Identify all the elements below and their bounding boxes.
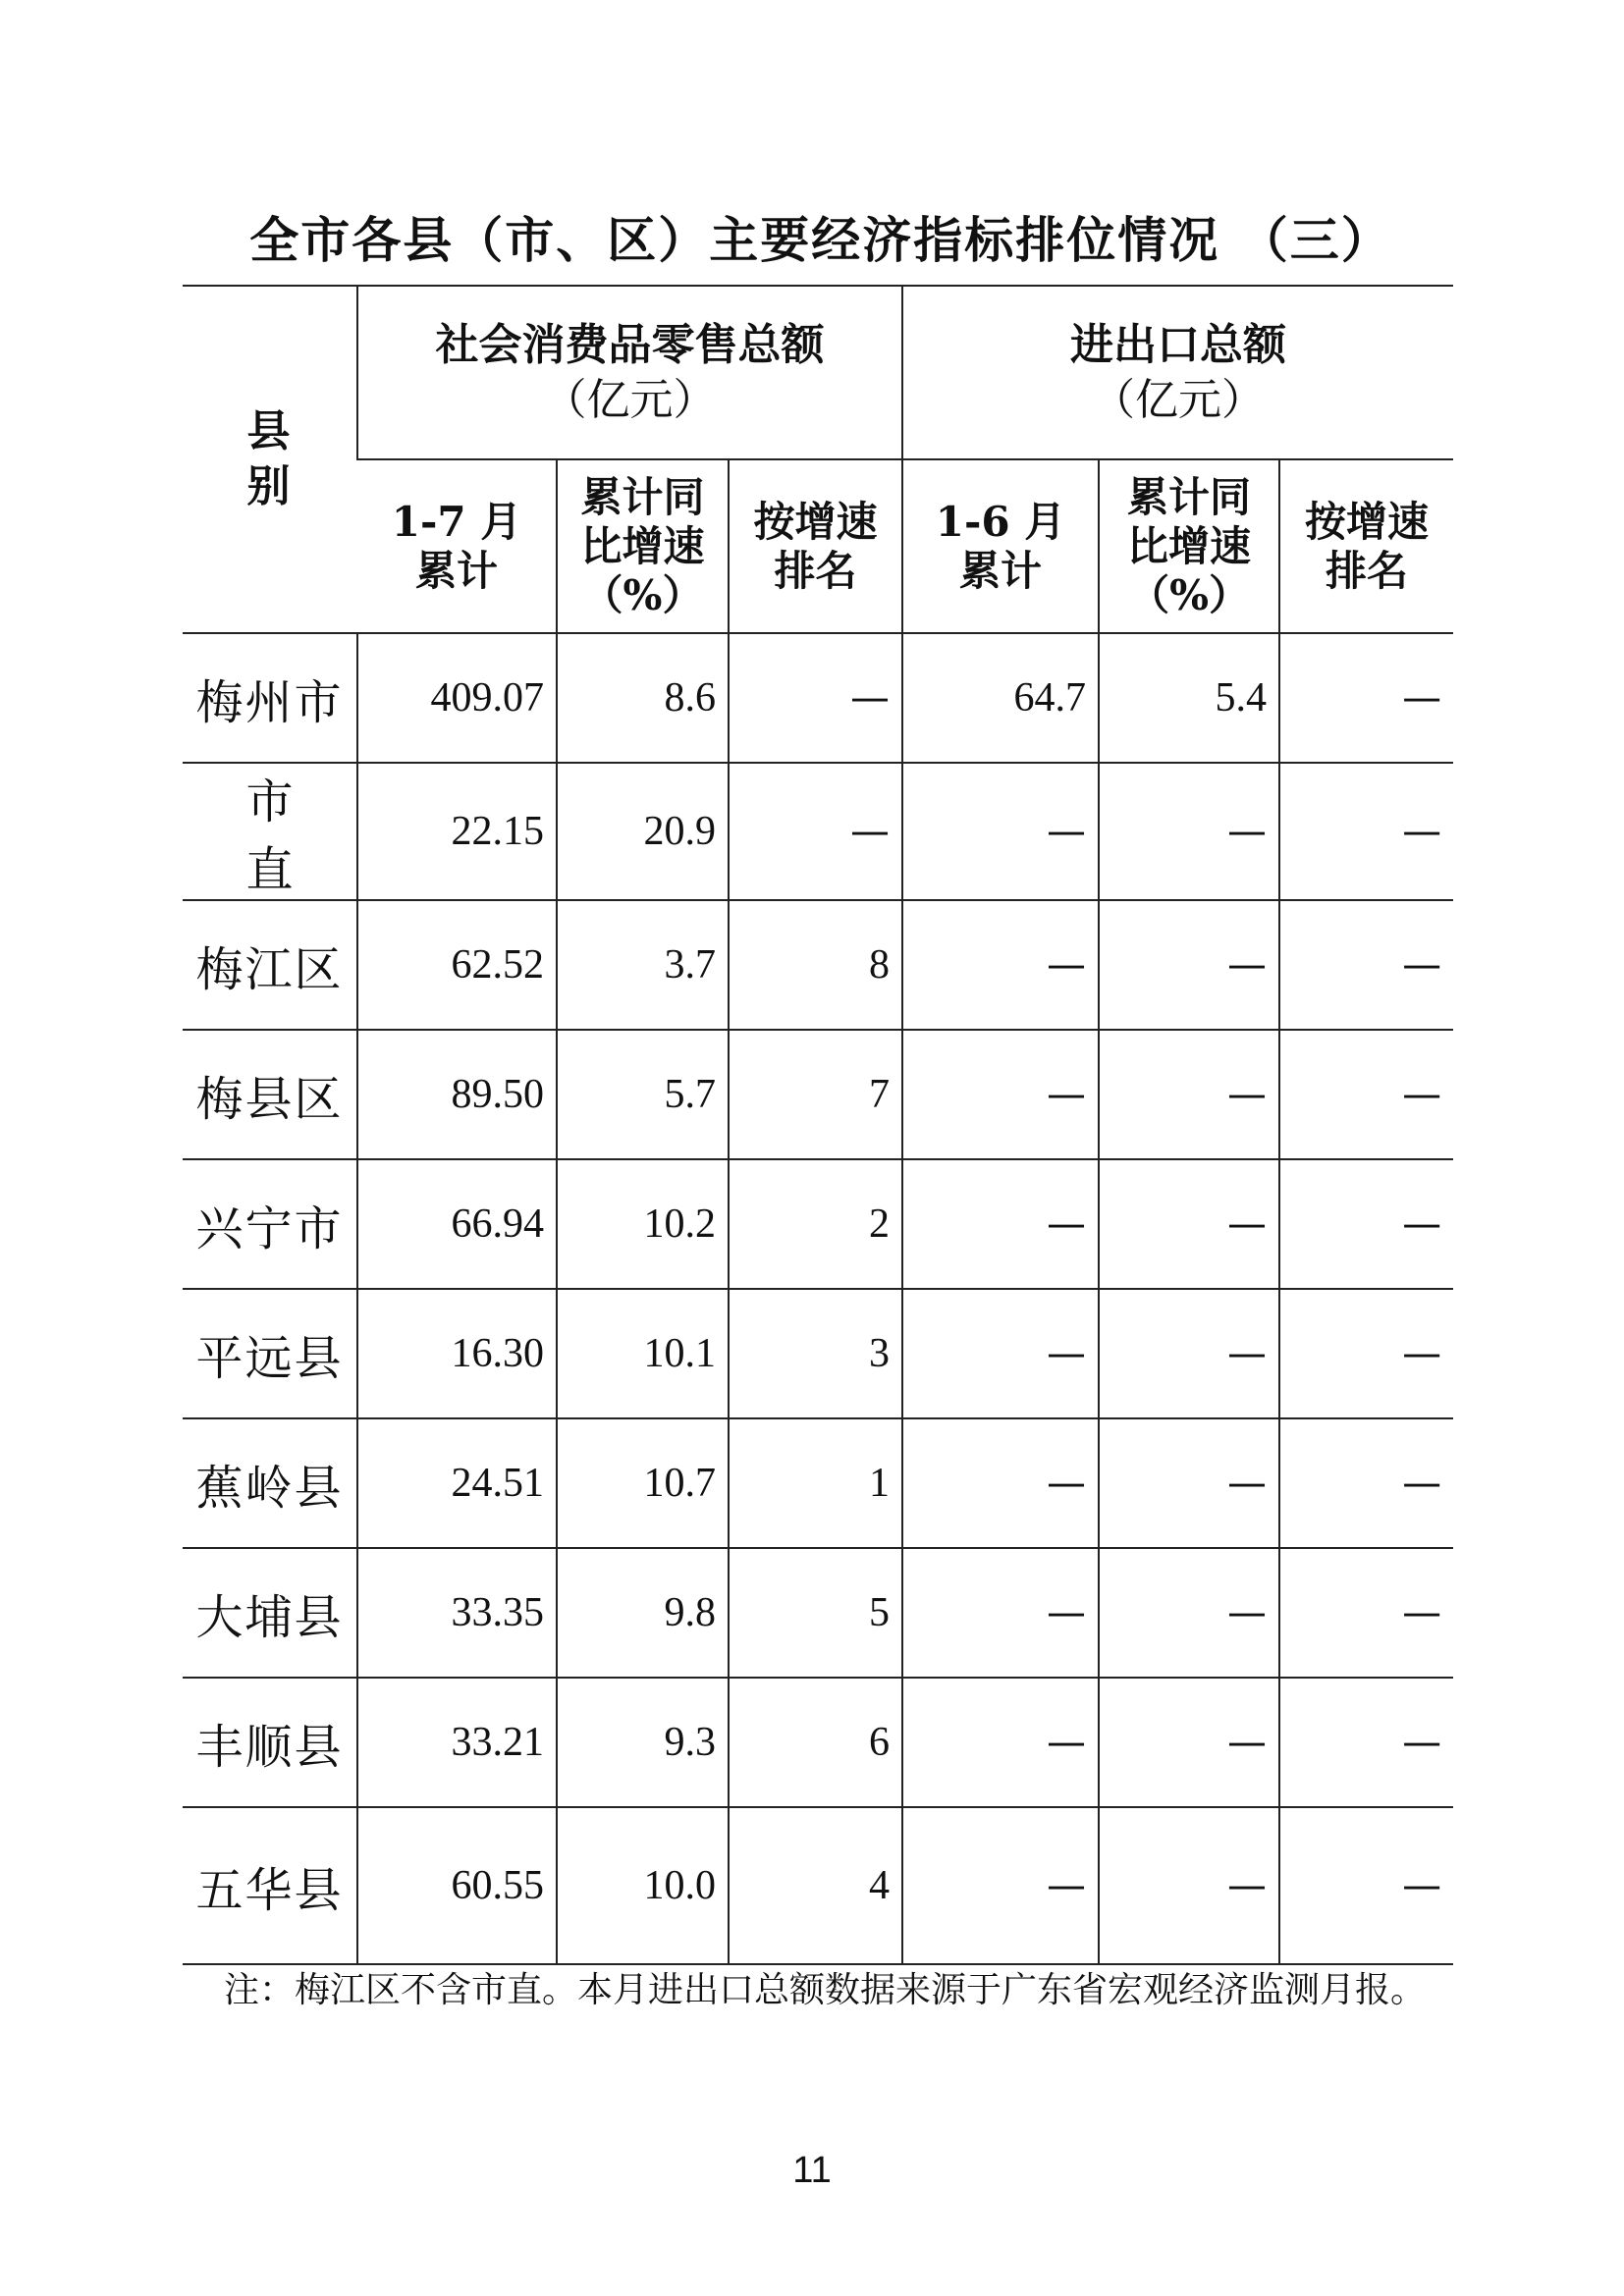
table-row [183,1548,1453,1678]
county-name: 梅州市 [183,633,357,763]
cell-retail-growth: 8.6 [557,633,729,763]
retail-growth-header: 累计同 比增速 （%） [557,459,729,633]
county-name: 市直 [183,763,357,900]
county-name: 兴宁市 [183,1159,357,1289]
cell-retail-growth: 9.3 [557,1678,729,1807]
county-name: 五华县 [195,1862,344,1918]
table-row [183,1807,1453,1964]
table-row [183,763,1453,900]
cell-retail-rank: 1 [729,1418,902,1548]
cell-trade-rank: — [1279,900,1453,1030]
cell-retail-growth: 5.7 [557,1030,729,1159]
county-header: 县 别 [183,286,357,633]
cell-trade-total: — [902,900,1099,1030]
cell-trade-total: — [902,1807,1099,1964]
table-row [183,1418,1453,1548]
cell-retail-total: 60.55 [357,1807,557,1964]
cell-trade-rank: — [1279,1030,1453,1159]
cell-trade-total: — [902,763,1099,900]
cell-retail-rank: — [729,633,902,763]
cell-retail-growth: 10.0 [557,1807,729,1964]
cell-retail-total: 33.35 [357,1548,557,1678]
cell-retail-growth: 20.9 [557,763,729,900]
cell-retail-rank: 6 [729,1678,902,1807]
table-row [183,1159,1453,1289]
cell-retail-total: 16.30 [357,1289,557,1418]
cell-trade-growth: — [1099,1807,1279,1964]
cell-retail-rank: 8 [729,900,902,1030]
trade-total-header: 1-6 月 累计 [902,459,1099,633]
cell-trade-growth: — [1099,1418,1279,1548]
cell-trade-rank: — [1279,633,1453,763]
cell-trade-total: — [902,1159,1099,1289]
cell-trade-growth: — [1099,1678,1279,1807]
cell-retail-rank: — [729,763,902,900]
cell-trade-growth: — [1099,1548,1279,1678]
cell-retail-rank: 7 [729,1030,902,1159]
cell-retail-growth: 10.2 [557,1159,729,1289]
cell-trade-growth: — [1099,1030,1279,1159]
retail-total-header: 1-7 月 累计 [357,459,557,633]
cell-trade-rank: — [1279,1807,1453,1964]
cell-retail-rank: 5 [729,1548,902,1678]
county-name: 梅江区 [183,900,357,1030]
cell-retail-rank: 4 [729,1807,902,1964]
page-number: 11 [792,2150,832,2191]
cell-trade-growth: — [1099,1159,1279,1289]
county-name: 梅县区 [183,1030,357,1159]
retail-rank-header: 按增速 排名 [729,459,902,633]
cell-retail-rank: 3 [729,1289,902,1418]
cell-trade-rank: — [1279,1418,1453,1548]
cell-retail-total: 33.21 [357,1678,557,1807]
table-row [183,900,1453,1030]
cell-trade-growth: — [1099,1289,1279,1418]
cell-trade-rank: — [1279,1678,1453,1807]
cell-retail-rank: 2 [729,1159,902,1289]
cell-trade-rank: — [1279,1548,1453,1678]
cell-trade-total: — [902,1030,1099,1159]
cell-retail-growth: 10.1 [557,1289,729,1418]
cell-retail-total: 22.15 [357,763,557,900]
indicator-table [183,285,1453,1965]
cell-trade-growth: — [1099,763,1279,900]
cell-trade-total: — [902,1678,1099,1807]
cell-trade-total: 64.7 [902,633,1099,763]
cell-retail-total: 89.50 [357,1030,557,1159]
trade-group-header: 进出口总额 （亿元） [902,286,1453,459]
cell-retail-growth: 3.7 [557,900,729,1030]
cell-trade-rank: — [1279,1289,1453,1418]
cell-retail-total: 66.94 [357,1159,557,1289]
retail-group-header: 社会消费品零售总额 （亿元） [357,286,902,459]
table-row [183,1289,1453,1418]
county-name: 大埔县 [183,1548,357,1678]
county-name: 蕉岭县 [183,1418,357,1548]
page-title: 全市各县（市、区）主要经济指标排位情况 （三） [249,211,1392,269]
cell-retail-total: 24.51 [357,1418,557,1548]
trade-rank-header: 按增速 排名 [1279,459,1453,633]
cell-trade-rank: — [1279,1159,1453,1289]
trade-growth-header: 累计同 比增速 （%） [1099,459,1279,633]
county-name: 平远县 [183,1289,357,1418]
cell-trade-total: — [902,1548,1099,1678]
cell-trade-rank: — [1279,763,1453,900]
cell-retail-total: 62.52 [357,900,557,1030]
cell-retail-growth: 10.7 [557,1418,729,1548]
county-name: 丰顺县 [183,1678,357,1807]
cell-retail-growth: 9.8 [557,1548,729,1678]
cell-trade-total: — [902,1418,1099,1548]
footnote: 注：梅江区不含市直。本月进出口总额数据来源于广东省宏观经济监测月报。 [224,1970,1427,2010]
table-row [183,633,1453,763]
cell-trade-growth: — [1099,900,1279,1030]
cell-trade-growth: 5.4 [1099,633,1279,763]
cell-trade-total: — [902,1289,1099,1418]
table-row [183,1030,1453,1159]
table-row [183,1678,1453,1807]
cell-retail-total: 409.07 [357,633,557,763]
